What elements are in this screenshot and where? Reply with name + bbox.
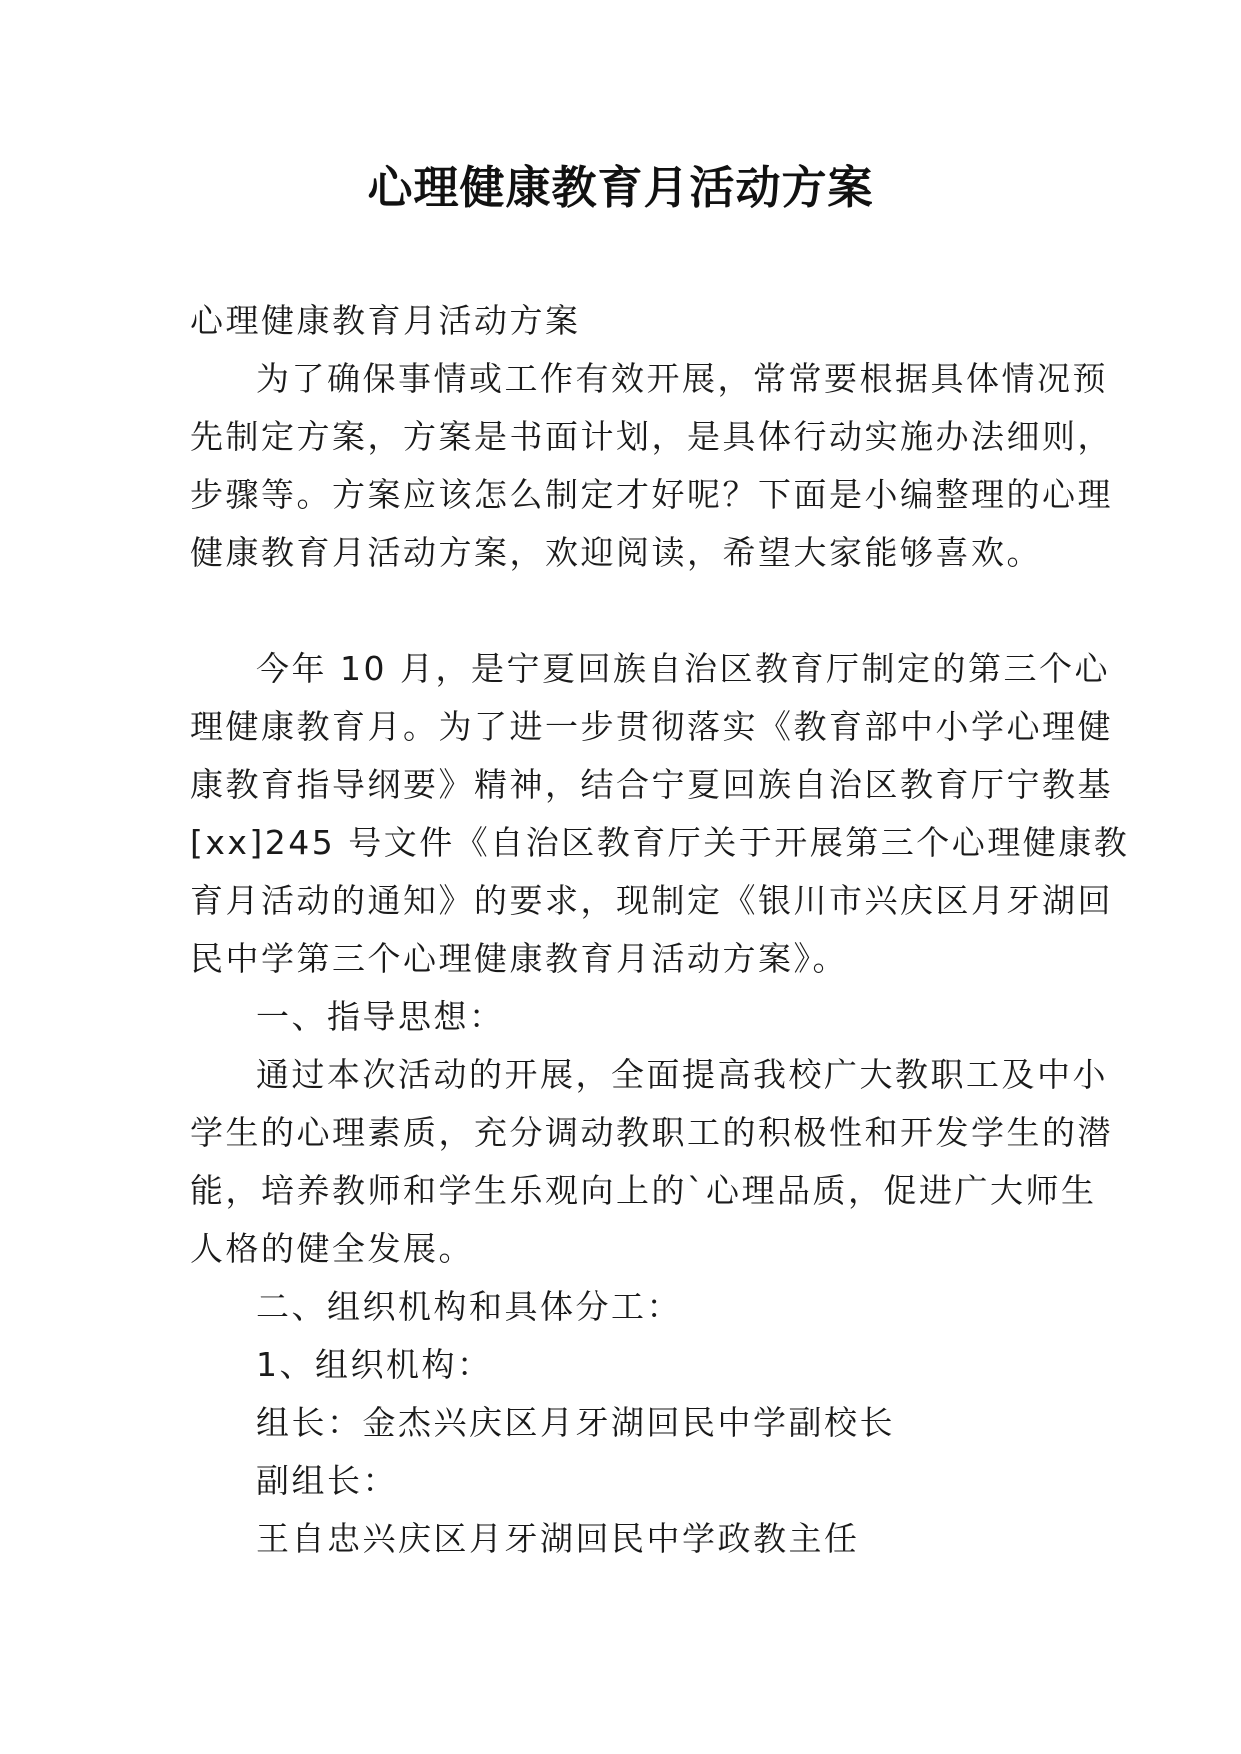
section2-sub1: 1、组织机构： <box>256 1345 493 1384</box>
para1-line-6: 民中学第三个心理健康教育月活动方案》。 <box>190 939 848 978</box>
section1-line-2: 学生的心理素质，充分调动教职工的积极性和开发学生的潜 <box>190 1113 1113 1152</box>
document-title: 心理健康教育月活动方案 <box>367 161 874 214</box>
document-subtitle: 心理健康教育月活动方案 <box>190 301 581 340</box>
section1-line-4: 人格的健全发展。 <box>190 1229 474 1268</box>
section1-line-3: 能，培养教师和学生乐观向上的`心理品质，促进广大师生 <box>190 1171 1097 1210</box>
leader-line: 组长：金杰兴庆区月牙湖回民中学副校长 <box>256 1403 895 1442</box>
deputy-line: 王自忠兴庆区月牙湖回民中学政教主任 <box>256 1519 860 1558</box>
intro-line-3: 步骤等。方案应该怎么制定才好呢？下面是小编整理的心理 <box>190 475 1113 514</box>
para1-line-3: 康教育指导纲要》精神，结合宁夏回族自治区教育厅宁教基 <box>190 765 1113 804</box>
section2-heading: 二、组织机构和具体分工： <box>256 1287 682 1326</box>
intro-line-1: 为了确保事情或工作有效开展，常常要根据具体情况预 <box>256 359 1108 398</box>
section1-line-1: 通过本次活动的开展，全面提高我校广大教职工及中小 <box>256 1055 1108 1094</box>
deputy-label: 副组长： <box>256 1461 398 1500</box>
intro-line-2: 先制定方案，方案是书面计划，是具体行动实施办法细则， <box>190 417 1113 456</box>
document-body <box>190 292 1130 1568</box>
intro-line-4: 健康教育月活动方案，欢迎阅读，希望大家能够喜欢。 <box>190 533 1042 572</box>
para1-line-5: 育月活动的通知》的要求，现制定《银川市兴庆区月牙湖回 <box>190 881 1113 920</box>
section1-heading: 一、指导思想： <box>256 997 505 1036</box>
para1-line-2: 理健康教育月。为了进一步贯彻落实《教育部中小学心理健 <box>190 707 1113 746</box>
para1-line-4: [xx]245 号文件《自治区教育厅关于开展第三个心理健康教 <box>190 823 1130 862</box>
blank-spacer <box>190 582 1060 640</box>
para1-line-1: 今年 10 月，是宁夏回族自治区教育厅制定的第三个心 <box>256 649 1110 688</box>
